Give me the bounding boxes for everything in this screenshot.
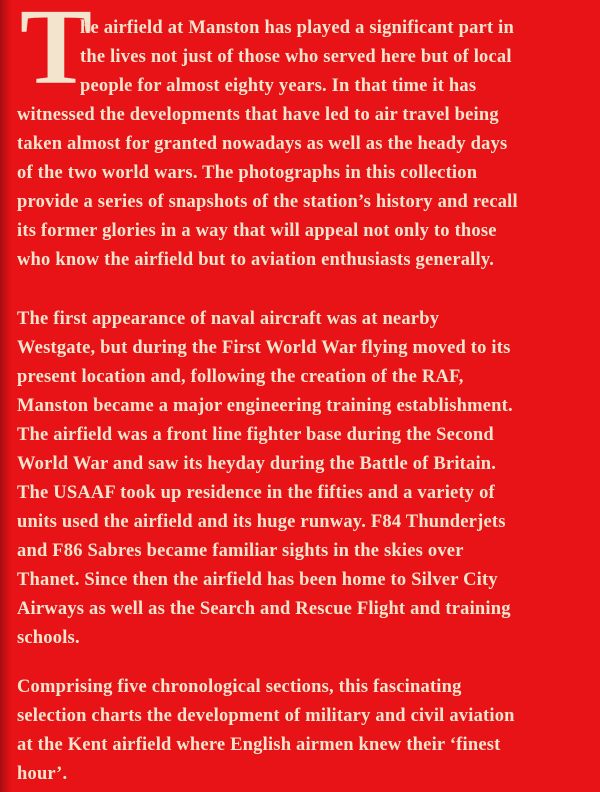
back-cover-text xyxy=(17,14,592,789)
text-line: units used the airfield and its huge runway. F84 Thunderjets xyxy=(17,512,506,532)
drop-cap: T xyxy=(20,0,93,107)
text-line: Westgate, but during the First World War flying moved to its xyxy=(17,338,511,358)
text-line: and F86 Sabres became familiar sights in the skies over xyxy=(17,541,464,561)
text-line: he airfield at Manston has played a significant part in xyxy=(80,18,514,38)
text-line: who know the airfield but to aviation enthusiasts generally. xyxy=(17,250,495,270)
text-line: people for almost eighty years. In that time it has xyxy=(80,76,477,96)
text-line: World War and saw its heyday during the Battle of Britain. xyxy=(17,454,497,474)
paragraph-2 xyxy=(17,305,592,653)
text-line: Manston became a major engineering training establishment. xyxy=(17,396,513,416)
text-line: witnessed the developments that have led to air travel being xyxy=(17,105,499,125)
text-line: Airways as well as the Search and Rescue Flight and training xyxy=(17,599,511,619)
text-line: its former glories in a way that will appeal not only to those xyxy=(17,221,497,241)
scanned-book-edge xyxy=(0,0,12,792)
text-line: hour’. xyxy=(17,764,68,784)
text-line: selection charts the development of military and civil aviation xyxy=(17,706,515,726)
paragraph-1 xyxy=(17,14,592,275)
text-line: of the two world wars. The photographs in this collection xyxy=(17,163,478,183)
paragraph-3 xyxy=(17,673,592,789)
text-line: Thanet. Since then the airfield has been home to Silver City xyxy=(17,570,498,590)
text-line: The airfield was a front line fighter base during the Second xyxy=(17,425,494,445)
text-line: at the Kent airfield where English airmen knew their ‘finest xyxy=(17,735,501,755)
text-line: schools. xyxy=(17,628,80,648)
text-line: The USAAF took up residence in the fifties and a variety of xyxy=(17,483,495,503)
text-line: provide a series of snapshots of the station’s history and recall xyxy=(17,192,518,212)
text-line: The first appearance of naval aircraft was at nearby xyxy=(17,309,440,329)
text-line: present location and, following the creation of the RAF, xyxy=(17,367,464,387)
text-line: the lives not just of those who served here but of local xyxy=(80,47,512,67)
text-line: taken almost for granted nowadays as well as the heady days xyxy=(17,134,508,154)
text-line: Comprising five chronological sections, this fascinating xyxy=(17,677,462,697)
